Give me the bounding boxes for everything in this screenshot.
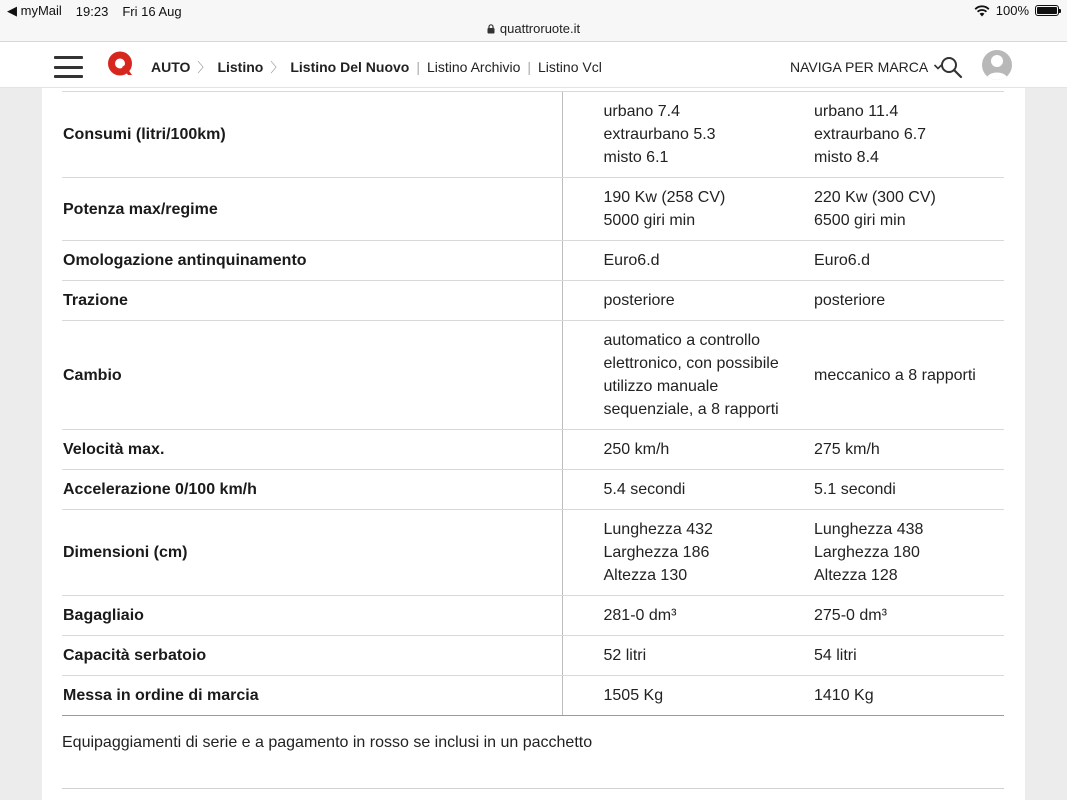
spec-row — [62, 596, 1004, 636]
spec-value-model-1 — [562, 178, 793, 241]
spec-row — [62, 636, 1004, 676]
spec-value-model-2 — [793, 178, 1004, 241]
spec-label: Accelerazione 0/100 km/h — [62, 470, 562, 510]
spec-value-model-2 — [793, 241, 1004, 281]
battery-icon — [1035, 5, 1059, 16]
equipment-note: Equipaggiamenti di serie e a pagamento in rosso se inclusi in un pacchetto — [62, 734, 593, 751]
spec-value-model-2 — [793, 596, 1004, 636]
spec-value-line: Lunghezza 432 — [603, 521, 713, 538]
spec-value-line: 275 km/h — [814, 441, 880, 458]
brand-nav-label: NAVIGA PER MARCA — [790, 59, 929, 75]
spec-value-line: extraurbano 5.3 — [603, 126, 716, 143]
spec-value-model-1 — [562, 321, 793, 430]
spec-value-line: misto 6.1 — [603, 149, 669, 166]
spec-value-line: 220 Kw (300 CV) — [814, 189, 936, 206]
spec-row — [62, 241, 1004, 281]
spec-value-model-1 — [562, 470, 793, 510]
spec-value-model-2 — [793, 92, 1004, 178]
spec-value-line: Altezza 128 — [814, 567, 898, 584]
spec-value-line: 1410 Kg — [814, 687, 874, 704]
spec-value-line: Lunghezza 438 — [814, 521, 924, 538]
divider — [62, 788, 1004, 789]
breadcrumb-listino-nuovo[interactable]: Listino Del Nuovo — [290, 58, 410, 75]
spec-value-model-2 — [793, 676, 1004, 716]
spec-value-model-1 — [562, 636, 793, 676]
site-header — [0, 42, 1067, 88]
spec-label: Velocità max. — [62, 430, 562, 470]
spec-value-line: Larghezza 180 — [814, 544, 920, 561]
spec-value-line: 5.4 secondi — [603, 481, 686, 498]
menu-icon[interactable] — [54, 56, 83, 78]
spec-value-model-1 — [562, 596, 793, 636]
spec-value-line: 1505 Kg — [603, 687, 664, 704]
spec-value-model-2 — [793, 321, 1004, 430]
status-date: Fri 16 Aug — [122, 3, 182, 19]
spec-row — [62, 430, 1004, 470]
spec-row — [62, 470, 1004, 510]
address-bar[interactable] — [0, 20, 1067, 42]
spec-value-model-1 — [562, 510, 793, 596]
separator: | — [527, 58, 532, 75]
spec-row — [62, 92, 1004, 178]
search-icon[interactable] — [939, 55, 963, 79]
spec-row — [62, 510, 1004, 596]
spec-value-line: meccanico a 8 rapporti — [814, 366, 976, 384]
spec-value-line: Altezza 130 — [603, 567, 688, 584]
spec-value-model-1 — [562, 92, 793, 178]
breadcrumb — [151, 57, 602, 76]
spec-label: Cambio — [62, 321, 562, 430]
spec-value-line: misto 8.4 — [814, 149, 879, 166]
spec-label: Trazione — [62, 281, 562, 321]
spec-label: Potenza max/regime — [62, 178, 562, 241]
spec-row — [62, 281, 1004, 321]
spec-card — [42, 88, 1025, 800]
spec-value-line: 5000 giri min — [603, 212, 696, 229]
spec-value-line: 275-0 dm³ — [814, 607, 887, 624]
breadcrumb-listino-vcl[interactable]: Listino Vcl — [538, 58, 602, 75]
back-to-app-link[interactable]: ◀ myMail — [7, 3, 62, 18]
spec-label: Capacità serbatoio — [62, 636, 562, 676]
status-bar — [0, 0, 1067, 20]
spec-value-line: 52 litri — [603, 647, 647, 664]
spec-value-model-2 — [793, 281, 1004, 321]
spec-value-line: urbano 11.4 — [814, 103, 899, 120]
spec-value-model-1 — [562, 281, 793, 321]
breadcrumb-listino[interactable]: Listino — [217, 58, 264, 75]
spec-value-line: automatico a controllo elettronico, con possibile utilizzo manuale sequenziale, a 8 rapporti — [603, 332, 779, 418]
spec-value-model-2 — [793, 510, 1004, 596]
spec-value-line: 6500 giri min — [814, 212, 906, 229]
spec-label: Dimensioni (cm) — [62, 510, 562, 596]
breadcrumb-listino-archivio[interactable]: Listino Archivio — [426, 58, 521, 75]
spec-value-line: extraurbano 6.7 — [814, 126, 927, 143]
status-time: 19:23 — [75, 3, 109, 19]
brand-nav-dropdown[interactable] — [790, 59, 943, 75]
spec-value-model-2 — [793, 470, 1004, 510]
quattroruote-logo[interactable] — [106, 50, 134, 78]
spec-value-line: 190 Kw (258 CV) — [603, 189, 726, 206]
lock-icon — [487, 24, 495, 34]
spec-value-line: posteriore — [603, 292, 675, 309]
separator: | — [416, 58, 420, 75]
spec-value-model-2 — [793, 636, 1004, 676]
spec-value-model-2 — [793, 430, 1004, 470]
spec-value-model-1 — [562, 430, 793, 470]
spec-row — [62, 676, 1004, 716]
spec-row — [62, 178, 1004, 241]
user-avatar-icon[interactable] — [982, 50, 1012, 80]
breadcrumb-auto[interactable]: AUTO — [151, 58, 191, 75]
spec-value-line: Larghezza 186 — [603, 544, 710, 561]
spec-value-model-1 — [562, 241, 793, 281]
wifi-icon — [974, 5, 990, 17]
spec-value-model-1 — [562, 676, 793, 716]
spec-label: Bagagliaio — [62, 596, 562, 636]
spec-label: Omologazione antinquinamento — [62, 241, 562, 281]
spec-row — [62, 321, 1004, 430]
spec-value-line: 250 km/h — [603, 441, 670, 458]
url-text: quattroruote.it — [499, 21, 581, 36]
back-app-label: myMail — [20, 3, 62, 18]
spec-value-line: urbano 7.4 — [603, 103, 681, 120]
spec-value-line: Euro6.d — [603, 252, 660, 269]
spec-value-line: posteriore — [814, 292, 886, 309]
spec-value-line: 54 litri — [814, 647, 857, 664]
spec-value-line: 281-0 dm³ — [603, 607, 677, 624]
spec-label: Consumi (litri/100km) — [62, 92, 562, 178]
chevron-right-icon: 〉 — [197, 60, 211, 75]
chevron-right-icon: 〉 — [270, 60, 284, 75]
spec-value-line: 5.1 secondi — [814, 481, 896, 498]
spec-table — [62, 91, 1004, 716]
spec-value-line: Euro6.d — [814, 252, 871, 269]
spec-label: Messa in ordine di marcia — [62, 676, 562, 716]
battery-percent: 100% — [995, 3, 1029, 18]
